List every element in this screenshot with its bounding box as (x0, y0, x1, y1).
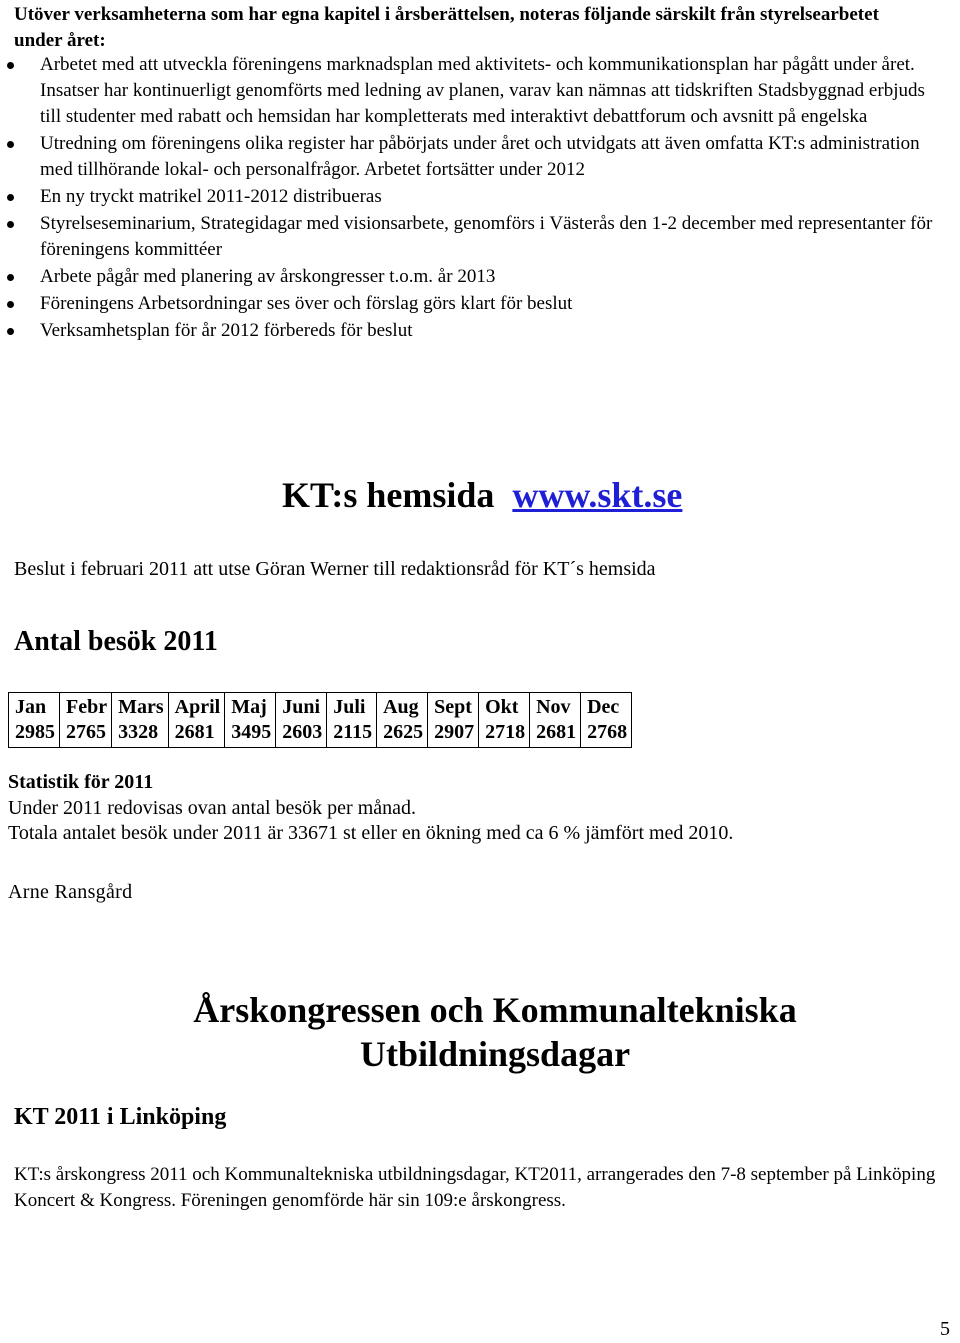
website-heading (282, 474, 682, 516)
website-heading-text: KT:s hemsida (282, 475, 495, 515)
month-label: Mars (118, 696, 164, 718)
month-label: April (174, 696, 221, 718)
congress-subtitle: KT 2011 i Linköping (14, 1104, 227, 1130)
month-label: Dec (587, 696, 620, 718)
table-row (9, 693, 632, 748)
visit-count: 2681 (536, 721, 577, 743)
bullet-icon (7, 328, 14, 335)
table-cell (225, 693, 276, 748)
month-label: Nov (536, 696, 571, 718)
activity-list (0, 52, 940, 345)
congress-text: KT:s årskongress 2011 och Kommunaltekniska utbildningsdagar, KT2011, arrangerades den 7-8 september på Linköping Koncert & Kongress. Föreningen genomförde här sin 109:e årskongress. (14, 1164, 936, 1211)
table-cell (327, 693, 377, 748)
visit-count: 3328 (118, 721, 159, 743)
list-item (0, 52, 940, 130)
list-item (0, 184, 940, 210)
table-cell (168, 693, 225, 748)
stats-title: Statistik för 2011 (8, 771, 154, 793)
bullet-icon (7, 274, 14, 281)
list-item (0, 318, 940, 344)
month-label: Juni (282, 696, 321, 718)
visits-table (8, 692, 632, 748)
list-item-text: Verksamhetsplan för år 2012 förbereds för beslut (40, 320, 413, 341)
list-item-text: Arbetet med att utveckla föreningens marknadsplan med aktivitets- och kommunikationsplan har pågått under året. Insatser har kontinuerligt genomförts med ledning av planen, varav kan nämnas att tidskriften Stadsbyggnad erbjuds till studenter med rabatt och hemsidan har kompletterats med interaktivt debattforum och avsnitt på engelska (40, 54, 925, 127)
visit-count: 3495 (231, 721, 272, 743)
visit-count: 2625 (383, 721, 424, 743)
visit-count: 2603 (282, 721, 323, 743)
list-item (0, 264, 940, 290)
visit-count: 2681 (174, 721, 215, 743)
bullet-icon (7, 221, 14, 228)
stats-text: Under 2011 redovisas ovan antal besök per månad. (8, 797, 417, 819)
bullet-icon (7, 62, 14, 69)
table-cell (377, 693, 428, 748)
table-cell (9, 693, 60, 748)
table-cell (428, 693, 479, 748)
month-label: Okt (485, 696, 519, 718)
list-item-text: Föreningens Arbetsordningar ses över och förslag görs klart för beslut (40, 293, 573, 314)
list-item-text: Styrelseseminarium, Strategidagar med visionsarbete, genomförs i Västerås den 1-2 december med representanter för föreningens kommittéer (40, 213, 933, 260)
month-label: Febr (66, 696, 108, 718)
table-cell (276, 693, 327, 748)
visit-count: 2718 (485, 721, 526, 743)
table-cell (581, 693, 632, 748)
month-label: Juli (333, 696, 366, 718)
decision-text: Beslut i februari 2011 att utse Göran Werner till redaktionsråd för KT´s hemsida (14, 558, 656, 580)
list-item-text: Arbete pågår med planering av årskongresser t.o.m. år 2013 (40, 266, 496, 287)
list-item (0, 211, 940, 263)
month-label: Maj (231, 696, 267, 718)
intro-heading: Utöver verksamheterna som har egna kapitel i årsberättelsen, noteras följande särskilt från styrelsearbetet under året: (14, 4, 879, 51)
bullet-icon (7, 194, 14, 201)
list-item (0, 291, 940, 317)
stats-total-text: Totala antalet besök under 2011 är 33671 st eller en ökning med ca 6 % jämfört med 2010. (8, 822, 734, 844)
month-label: Aug (383, 696, 419, 718)
table-cell (530, 693, 581, 748)
list-item (0, 131, 940, 183)
congress-title: Årskongressen och Kommunaltekniska Utbildningsdagar (193, 990, 797, 1074)
website-link[interactable]: www.skt.se (512, 475, 683, 515)
visit-count: 2765 (66, 721, 106, 743)
author-name: Arne Ransgård (8, 881, 133, 903)
visits-title: Antal besök 2011 (14, 626, 218, 657)
list-item-text: Utredning om föreningens olika register har påbörjats under året och utvidgats att även omfatta KT:s administration med tillhörande lokal- och personalfrågor. Arbetet fortsätter under 2012 (40, 133, 920, 180)
bullet-icon (7, 141, 14, 148)
table-cell (112, 693, 169, 748)
bullet-icon (7, 301, 14, 308)
visit-count: 2768 (587, 721, 628, 743)
visit-count: 2115 (333, 721, 373, 743)
page-number: 5 (940, 1318, 950, 1340)
month-label: Sept (434, 696, 472, 718)
month-label: Jan (15, 696, 47, 718)
list-item-text: En ny tryckt matrikel 2011-2012 distribueras (40, 186, 382, 207)
visit-count: 2907 (434, 721, 475, 743)
table-cell (479, 693, 530, 748)
visit-count: 2985 (15, 721, 55, 743)
table-cell (60, 693, 112, 748)
